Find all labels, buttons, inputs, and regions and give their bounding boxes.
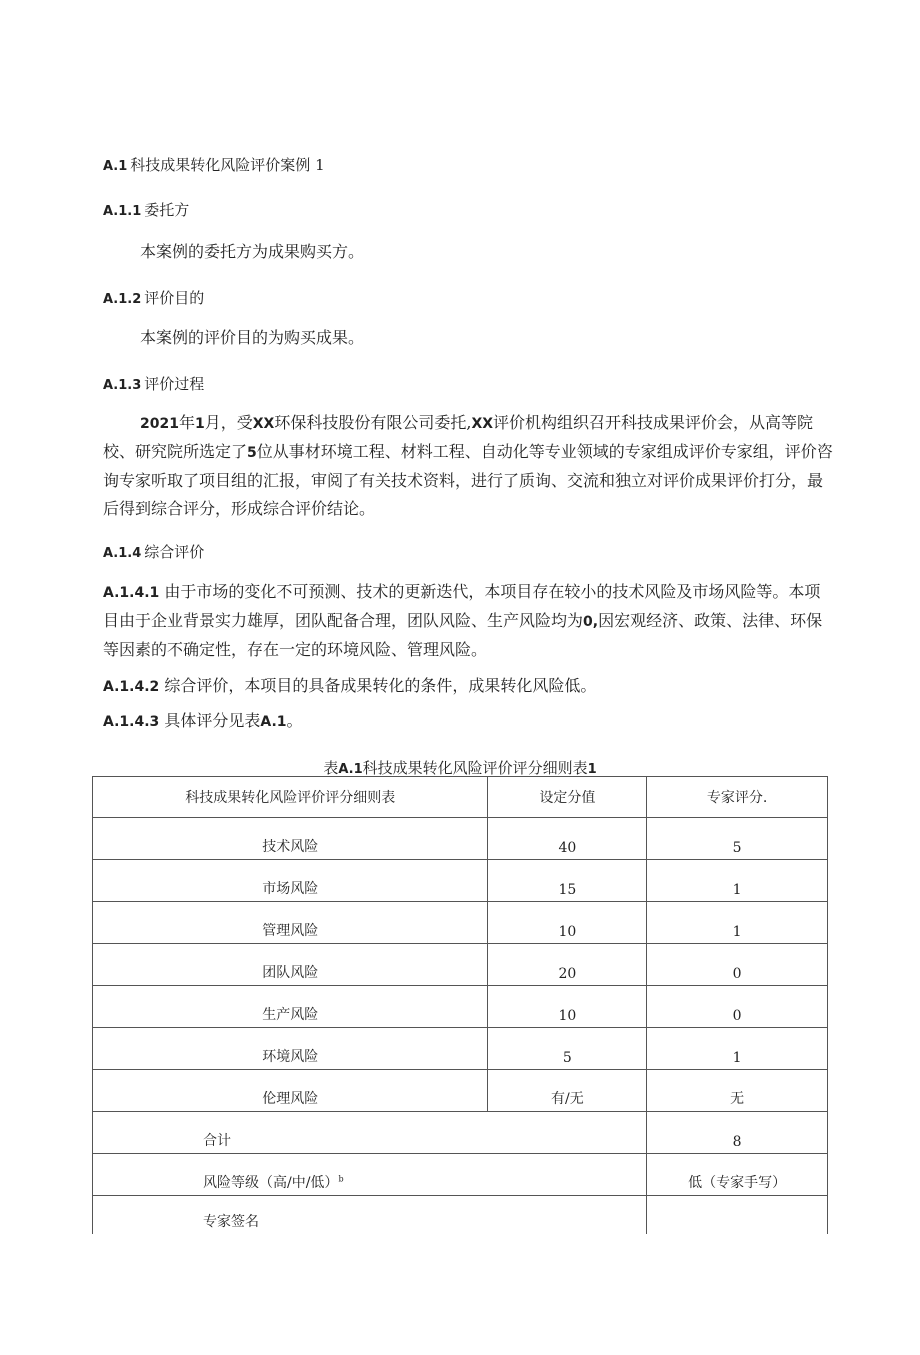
paragraph-a143 (103, 707, 833, 736)
total-value: 8 (732, 1134, 742, 1150)
set-score: 40 (558, 840, 577, 856)
table-caption (92, 757, 828, 778)
expert-count: 5 (247, 445, 257, 461)
table-row (93, 986, 828, 1028)
table-row (93, 860, 828, 902)
org-placeholder: XX (471, 416, 494, 432)
heading-a14 (103, 541, 204, 562)
clause-number: A.1.4.1 (103, 585, 160, 601)
caption-prefix: 表 (323, 759, 339, 777)
caption-number: 1 (587, 762, 597, 777)
table-ref: A.1 (260, 714, 287, 730)
expert-score: 无 (730, 1091, 745, 1107)
heading-a1 (103, 154, 325, 175)
expert-score: 5 (732, 840, 742, 856)
heading-number: A.1.1 (103, 204, 142, 219)
set-score: 10 (558, 1008, 577, 1024)
heading-title: 评价目的 (144, 289, 205, 307)
paragraph-a13 (103, 409, 833, 523)
table-header-row (93, 777, 828, 818)
heading-a13 (103, 373, 204, 394)
text: 评价机构组织召开科技成果评价会，从高等院校、研究院所选定了 (103, 413, 814, 461)
signature-row (93, 1196, 828, 1235)
text: 月，受 (204, 413, 253, 432)
risk-level-text: 风险等级（高/中/低） (203, 1175, 339, 1191)
risk-level-value: 低（专家手写） (688, 1175, 787, 1191)
total-row (93, 1112, 828, 1154)
set-score: 5 (562, 1050, 572, 1066)
header-cell: 科技成果转化风险评价评分细则表 (93, 777, 488, 818)
heading-number: A.1 (103, 159, 128, 174)
set-score: 有/无 (550, 1091, 584, 1107)
heading-title: 评价过程 (144, 375, 205, 393)
heading-number: A.1.4 (103, 546, 142, 561)
table-row (93, 1028, 828, 1070)
text: 综合评价，本项目的具备成果转化的条件，成果转化风险低。 (164, 676, 597, 695)
header-cell: 专家评分. (647, 777, 828, 818)
set-score: 15 (558, 882, 577, 898)
heading-title: 综合评价 (144, 543, 205, 561)
expert-score: 1 (732, 882, 742, 898)
heading-a11 (103, 199, 189, 220)
text: 因宏观经济、政策、法律、环保等因素的不确定性，存在一定的环境风险、管理风险。 (103, 611, 823, 659)
heading-title: 科技成果转化风险评价案例 1 (130, 156, 325, 174)
caption-title: 科技成果转化风险评价评分细则表 (362, 759, 588, 777)
caption-ref: A.1 (338, 762, 363, 777)
text: 。 (286, 711, 303, 730)
set-score: 20 (558, 966, 577, 982)
clause-number: A.1.4.3 (103, 714, 160, 730)
risk-name: 技术风险 (262, 839, 319, 855)
risk-name: 环境风险 (262, 1049, 319, 1065)
paragraph-a141 (103, 578, 833, 664)
company-placeholder: XX (252, 416, 275, 432)
heading-number: A.1.3 (103, 378, 142, 393)
risk-level-label (203, 1172, 646, 1195)
paragraph-a142 (103, 672, 833, 701)
risk-level-row (93, 1154, 828, 1196)
total-label: 合计 (203, 1133, 231, 1149)
text: 由于市场的变化不可预测、技术的更新迭代，本项目存在较小的技术风险及市场风险等。本项目由于企业背景实力雄厚，团队配备合理，团队风险、生产风险均为 (103, 582, 821, 630)
risk-name: 团队风险 (262, 965, 319, 981)
table-row (93, 818, 828, 860)
text: 年 (178, 413, 195, 432)
header-cell: 设定分值 (488, 777, 647, 818)
text: 位从事材环境工程、材料工程、自动化等专业领域的专家组成评价专家组，评价咨询专家听取了项目组的汇报，审阅了有关技术资料，进行了质询、交流和独立对评价成果评价打分，最后得到综合评分，形成综合评价结论。 (103, 442, 833, 518)
risk-name: 管理风险 (262, 923, 319, 939)
heading-title: 委托方 (144, 201, 190, 219)
month: 1 (194, 416, 205, 432)
set-score: 10 (558, 924, 577, 940)
expert-score: 0 (732, 1008, 742, 1024)
table-row (93, 1070, 828, 1112)
risk-name: 生产风险 (262, 1007, 319, 1023)
risk-name: 市场风险 (262, 881, 319, 897)
risk-name: 伦理风险 (262, 1091, 319, 1107)
paragraph-a11: 本案例的委托方为成果购买方。 (140, 242, 365, 261)
expert-score: 1 (732, 924, 742, 940)
risk-score-table (92, 776, 828, 1234)
clause-number: A.1.4.2 (103, 679, 160, 695)
expert-score: 0 (732, 966, 742, 982)
signature-label: 专家签名 (203, 1214, 259, 1230)
expert-score: 1 (732, 1050, 742, 1066)
table-row (93, 944, 828, 986)
footnote-marker: b (338, 1174, 344, 1184)
text: 具体评分见表 (164, 711, 261, 730)
zero-value: 0, (583, 614, 599, 630)
paragraph-a12: 本案例的评价目的为购买成果。 (140, 328, 365, 347)
heading-a12 (103, 287, 204, 308)
heading-number: A.1.2 (103, 292, 142, 307)
table-row (93, 902, 828, 944)
signature-field[interactable] (647, 1231, 827, 1234)
year: 2021 (140, 416, 179, 432)
text: 环保科技股份有限公司委托, (274, 413, 472, 432)
